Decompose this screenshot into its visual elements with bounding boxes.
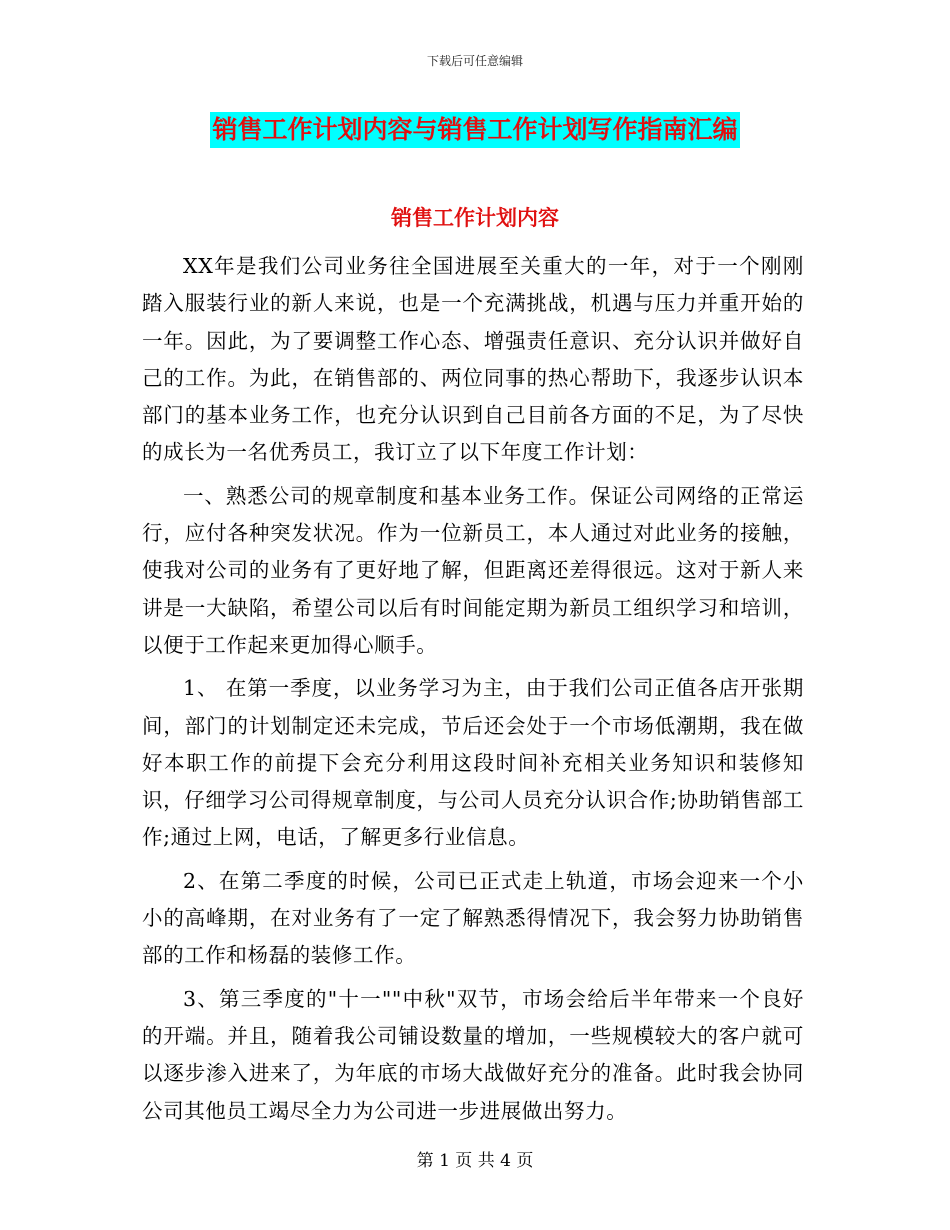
document-title-text: 销售工作计划内容与销售工作计划写作指南汇编: [210, 112, 739, 148]
section-title: 销售工作计划内容: [391, 206, 559, 230]
header-note: 下载后可任意编辑: [426, 54, 523, 68]
paragraph-q1: 1、 在第一季度，以业务学习为主，由于我们公司正值各店开张期间，部门的计划制定还未完成，节后还会处于一个市场低潮期，我在做好本职工作的前提下会充分利用这段时间补充相关业务知识和装修知识，仔细学习公司得规章制度，与公司人员充分认识合作;协助销售部工作;通过上网，电话，了解更多行业信息。: [142, 676, 804, 850]
paragraph-item-1: 一、熟悉公司的规章制度和基本业务工作。保证公司网络的正常运行，应付各种突发状况。作为一位新员工，本人通过对此业务的接触，使我对公司的业务有了更好地了解，但距离还差得很远。这对于新人来讲是一大缺陷，希望公司以后有时间能定期为新员工组织学习和培训，以便于工作起来更加得心顺手。: [142, 483, 804, 657]
document-title: [0, 112, 950, 148]
paragraph-intro: XX年是我们公司业务往全国进展至关重大的一年，对于一个刚刚踏入服装行业的新人来说，也是一个充满挑战，机遇与压力并重开始的一年。因此，为了要调整工作心态、增强责任意识、充分认识并做好自己的工作。为此，在销售部的、两位同事的热心帮助下，我逐步认识本部门的基本业务工作，也充分认识到自己目前各方面的不足，为了尽快的成长为一名优秀员工，我订立了以下年度工作计划：: [142, 254, 804, 465]
document-body: [142, 248, 804, 1136]
page-footer: 第 1 页 共 4 页: [416, 1151, 534, 1171]
paragraph-q3: 3、第三季度的"十一""中秋"双节，市场会给后半年带来一个良好的开端。并且，随着我公司铺设数量的增加，一些规模较大的客户就可以逐步渗入进来了，为年底的市场大战做好充分的准备。此时我会协同公司其他员工竭尽全力为公司进一步进展做出努力。: [142, 986, 804, 1123]
paragraph-q2: 2、在第二季度的时候，公司已正式走上轨道，市场会迎来一个小小的高峰期，在对业务有了一定了解熟悉得情况下，我会努力协助销售部的工作和杨磊的装修工作。: [142, 868, 804, 968]
